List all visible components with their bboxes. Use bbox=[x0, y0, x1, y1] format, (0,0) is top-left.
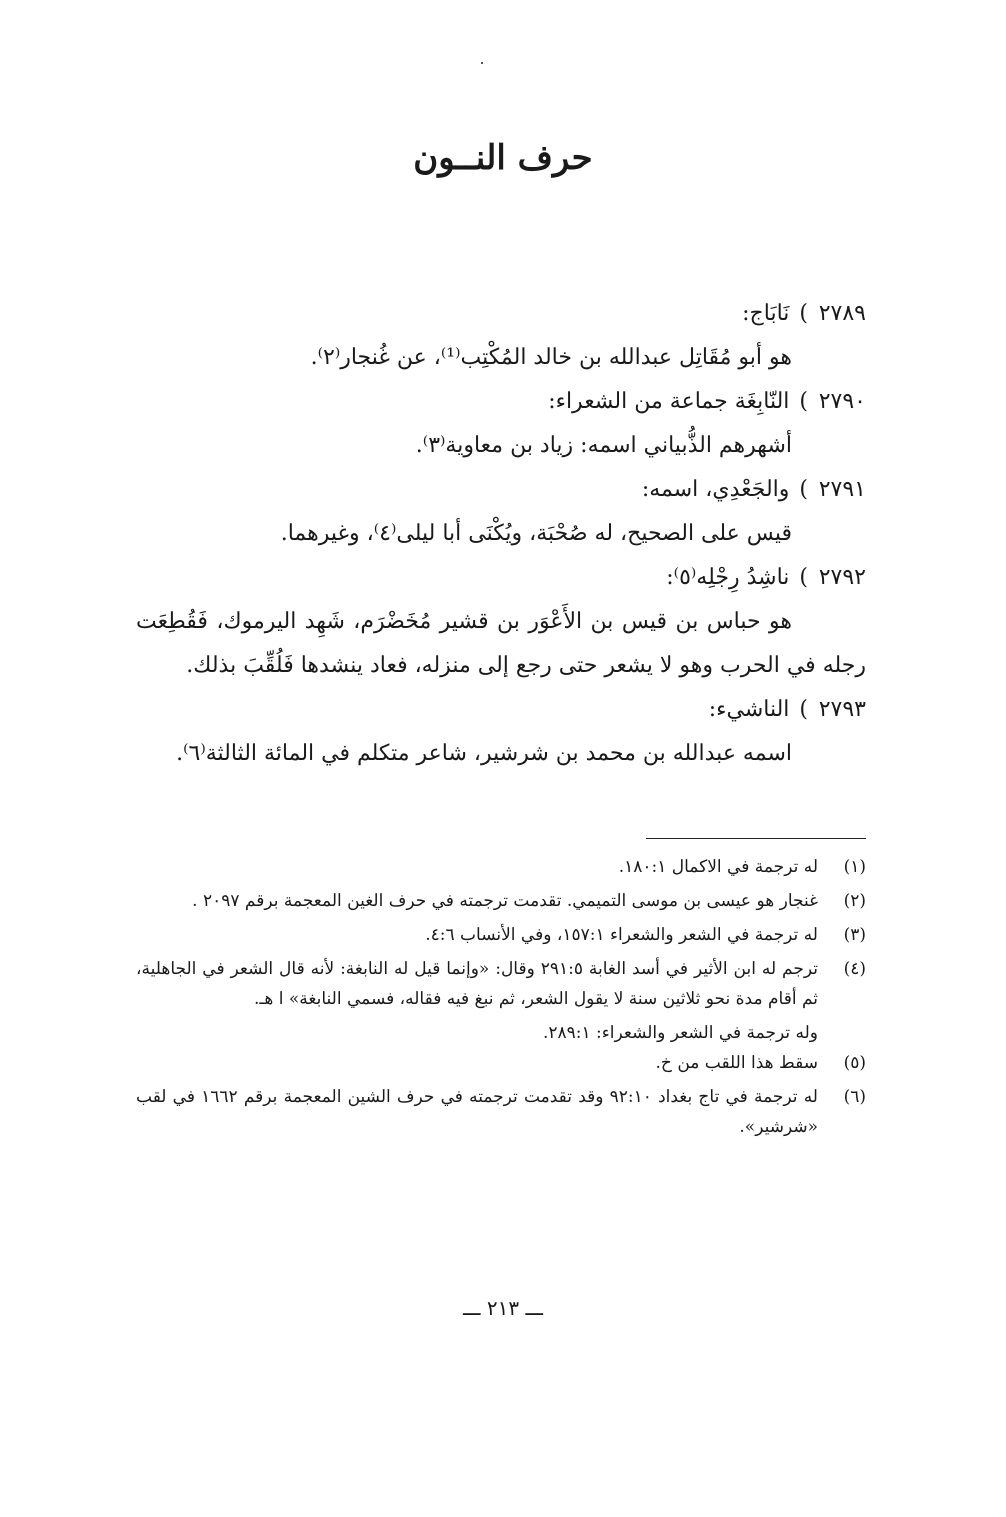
entry-heading: والجَعْدِي، اسمه: bbox=[641, 477, 790, 502]
entry-number: ٢٧٩١ bbox=[818, 477, 866, 502]
entry bbox=[136, 556, 866, 688]
entry-heading: ناشِدُ رِجْلِه⁽٥⁾: bbox=[666, 565, 790, 590]
entry-head: ٢٧٨٩ ) نَابَاج: bbox=[136, 292, 866, 336]
footnote bbox=[136, 1048, 866, 1078]
footnotes bbox=[136, 852, 866, 1146]
entry-body: اسمه عبدالله بن محمد بن شرشير، شاعر متكلم في المائة الثالثة⁽٦⁾. bbox=[176, 741, 792, 766]
entry-paragraph bbox=[136, 600, 866, 688]
footnote-continuation: وله ترجمة في الشعر والشعراء: ٢٨٩:١. bbox=[542, 1023, 818, 1043]
entry-head: ٢٧٩٠ ) النّابِغَة جماعة من الشعراء: bbox=[136, 380, 866, 424]
footnote bbox=[136, 920, 866, 950]
footnote bbox=[136, 852, 866, 882]
footnote bbox=[136, 886, 866, 916]
entry-heading: نَابَاج: bbox=[742, 301, 790, 326]
page-number: ـــ ٢١٣ ـــ bbox=[462, 1296, 544, 1320]
entry bbox=[136, 292, 866, 380]
footnote-text: له ترجمة في تاج بغداد ٩٢:١٠ وقد تقدمت ترجمته في حرف الشين المعجمة برقم ١٦٦٢ في لقب «شرشير». bbox=[136, 1087, 818, 1137]
entry bbox=[136, 688, 866, 776]
entry-paragraph-text: هو حباس بن قيس بن الأَعْوَر بن قشير مُخَضْرَم، شَهِد اليرموك، فَقُطِعَت رجله في الحرب وهو لا يشعر حتى رجع إلى منزله، فعاد ينشدها فَلُقِّبَ بذلك. bbox=[136, 609, 866, 678]
footnote-number: (٦) bbox=[843, 1087, 866, 1107]
entry bbox=[136, 468, 866, 556]
entry-heading: الناشيء: bbox=[708, 697, 790, 722]
footnote-text: سقط هذا اللقب من خ. bbox=[655, 1053, 818, 1073]
entry-number: ٢٧٩٣ bbox=[818, 697, 866, 722]
entry-head: ٢٧٩١ ) والجَعْدِي، اسمه: bbox=[136, 468, 866, 512]
footnote-text: له ترجمة في الشعر والشعراء ١٥٧:١، وفي الأنساب ٤:٦. bbox=[425, 925, 818, 945]
footnote-number: (٣) bbox=[843, 925, 866, 945]
footnote-number: (١) bbox=[843, 857, 866, 877]
footnote bbox=[136, 954, 866, 1014]
entry-number: ٢٧٩٢ bbox=[818, 565, 866, 590]
entry-number: ٢٧٨٩ bbox=[818, 301, 866, 326]
entry-body: قيس على الصحيح، له صُحْبَة، ويُكْنَى أبا ليلى⁽٤⁾، وغيرهما. bbox=[280, 521, 792, 546]
main-text bbox=[136, 292, 866, 776]
footnote-text: له ترجمة في الاكمال ١٨٠:١. bbox=[618, 857, 818, 877]
footnote-text: غنجار هو عيسى بن موسى التميمي. تقدمت ترجمته في حرف الغين المعجمة برقم ٢٠٩٧ . bbox=[192, 891, 818, 911]
footnote-text: ترجم له ابن الأثير في أسد الغابة ٢٩١:٥ وقال: «وإنما قيل له النابغة: لأنه قال الشعر في الجاهلية، ثم أقام مدة نحو ثلاثين سنة لا يقول الشعر، ثم نبغ فيه فقاله، فسمي النابغة» ا هـ. bbox=[136, 959, 818, 1009]
footnote bbox=[136, 1082, 866, 1142]
entry-head: ٢٧٩٢ ) ناشِدُ رِجْلِه⁽٥⁾: bbox=[136, 556, 866, 600]
chapter-title: حرف النــون bbox=[413, 138, 593, 178]
footnote-number: (٢) bbox=[843, 891, 866, 911]
footnote-separator bbox=[646, 838, 866, 839]
entry-heading: النّابِغَة جماعة من الشعراء: bbox=[548, 389, 790, 414]
entry-head: ٢٧٩٣ ) الناشيء: bbox=[136, 688, 866, 732]
entry-body: هو أبو مُقَاتِل عبدالله بن خالد المُكْتِب⁽¹⁾، عن غُنجار⁽٢⁾. bbox=[310, 345, 792, 370]
footnote-number: (٤) bbox=[843, 959, 866, 979]
scan-speck bbox=[481, 62, 483, 64]
entry-number: ٢٧٩٠ bbox=[818, 389, 866, 414]
footnote-number: (٥) bbox=[843, 1053, 866, 1073]
entry bbox=[136, 380, 866, 468]
entry-body: أشهرهم الذُّبياني اسمه: زياد بن معاوية⁽٣⁾. bbox=[415, 433, 792, 458]
